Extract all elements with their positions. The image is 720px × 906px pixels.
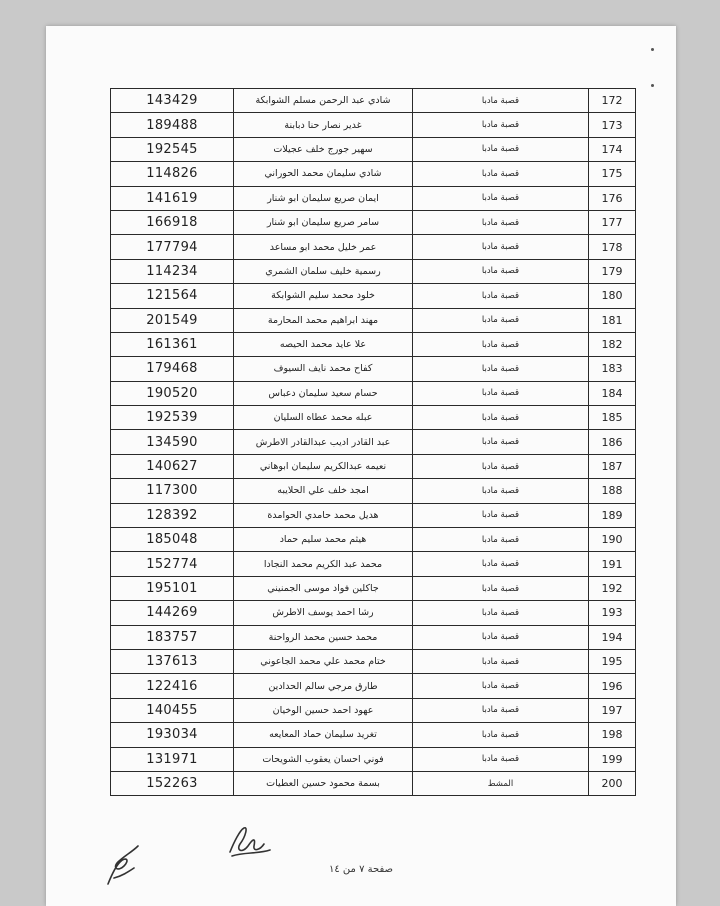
row-number-cell: 199 (589, 747, 636, 771)
table-row (111, 674, 636, 698)
name-cell: عهود احمد حسين الوخيان (234, 698, 413, 722)
area-cell: قصبة مادبا (413, 454, 589, 478)
name-cell: سامر صريع سليمان ابو شنار (234, 210, 413, 234)
table-row (111, 406, 636, 430)
id-number-cell: 183757 (111, 625, 234, 649)
row-number-cell: 190 (589, 528, 636, 552)
area-cell: قصبة مادبا (413, 137, 589, 161)
id-number-cell: 117300 (111, 479, 234, 503)
name-cell: حسام سعيد سليمان دعباس (234, 381, 413, 405)
name-cell: فوني احسان يعقوب الشويحات (234, 747, 413, 771)
id-number-cell: 152774 (111, 552, 234, 576)
id-number-cell: 161361 (111, 332, 234, 356)
table-row (111, 454, 636, 478)
name-cell: هيثم محمد سليم حماد (234, 528, 413, 552)
area-cell: قصبة مادبا (413, 601, 589, 625)
name-cell: محمد حسين محمد الرواحنة (234, 625, 413, 649)
area-cell: قصبة مادبا (413, 698, 589, 722)
area-cell: قصبة مادبا (413, 430, 589, 454)
table-row (111, 771, 636, 795)
row-number-cell: 195 (589, 649, 636, 673)
area-cell: قصبة مادبا (413, 210, 589, 234)
row-number-cell: 181 (589, 308, 636, 332)
name-cell: بسمة محمود حسين العطيات (234, 771, 413, 795)
row-number-cell: 182 (589, 332, 636, 356)
area-cell: قصبة مادبا (413, 723, 589, 747)
table-row (111, 332, 636, 356)
area-cell: قصبة مادبا (413, 747, 589, 771)
row-number-cell: 191 (589, 552, 636, 576)
names-table (110, 88, 636, 796)
row-number-cell: 175 (589, 162, 636, 186)
table-row (111, 89, 636, 113)
id-number-cell: 114826 (111, 162, 234, 186)
table-row (111, 528, 636, 552)
table-row (111, 284, 636, 308)
area-cell: قصبة مادبا (413, 113, 589, 137)
name-cell: شادي سليمان محمد الحوراني (234, 162, 413, 186)
table-row (111, 723, 636, 747)
area-cell: قصبة مادبا (413, 284, 589, 308)
table-row (111, 625, 636, 649)
id-number-cell: 128392 (111, 503, 234, 527)
table-row (111, 430, 636, 454)
row-number-cell: 176 (589, 186, 636, 210)
id-number-cell: 152263 (111, 771, 234, 795)
row-number-cell: 197 (589, 698, 636, 722)
table-row (111, 210, 636, 234)
table-row (111, 186, 636, 210)
row-number-cell: 188 (589, 479, 636, 503)
signature-mark (224, 822, 276, 862)
table-row (111, 479, 636, 503)
id-number-cell: 143429 (111, 89, 234, 113)
name-cell: تغريد سليمان حماد المعايعه (234, 723, 413, 747)
row-number-cell: 194 (589, 625, 636, 649)
table-row (111, 698, 636, 722)
name-cell: كفاح محمد نايف السيوف (234, 357, 413, 381)
area-cell: قصبة مادبا (413, 259, 589, 283)
row-number-cell: 196 (589, 674, 636, 698)
id-number-cell: 179468 (111, 357, 234, 381)
id-number-cell: 195101 (111, 576, 234, 600)
table-row (111, 576, 636, 600)
row-number-cell: 183 (589, 357, 636, 381)
row-number-cell: 192 (589, 576, 636, 600)
area-cell: قصبة مادبا (413, 89, 589, 113)
name-cell: شادي عبد الرحمن مسلم الشوابكة (234, 89, 413, 113)
row-number-cell: 189 (589, 503, 636, 527)
table-row (111, 235, 636, 259)
row-number-cell: 198 (589, 723, 636, 747)
row-number-cell: 177 (589, 210, 636, 234)
id-number-cell: 189488 (111, 113, 234, 137)
document-page (46, 26, 676, 906)
name-cell: طارق مرجي سالم الحدادين (234, 674, 413, 698)
name-cell: غدير نصار حنا دبابنة (234, 113, 413, 137)
area-cell: قصبة مادبا (413, 308, 589, 332)
area-cell: قصبة مادبا (413, 357, 589, 381)
id-number-cell: 134590 (111, 430, 234, 454)
row-number-cell: 193 (589, 601, 636, 625)
id-number-cell: 137613 (111, 649, 234, 673)
area-cell: قصبة مادبا (413, 406, 589, 430)
initials-mark (98, 838, 146, 890)
id-number-cell: 166918 (111, 210, 234, 234)
area-cell: قصبة مادبا (413, 332, 589, 356)
id-number-cell: 185048 (111, 528, 234, 552)
name-cell: علا عايد محمد الحيصه (234, 332, 413, 356)
table-row (111, 162, 636, 186)
id-number-cell: 122416 (111, 674, 234, 698)
area-cell: قصبة مادبا (413, 625, 589, 649)
row-number-cell: 185 (589, 406, 636, 430)
speck (651, 84, 654, 87)
name-cell: رشا احمد يوسف الاطرش (234, 601, 413, 625)
area-cell: قصبة مادبا (413, 235, 589, 259)
name-cell: نعيمه عبدالكريم سليمان ابوهاني (234, 454, 413, 478)
area-cell: قصبة مادبا (413, 576, 589, 600)
name-cell: رسمية خليف سلمان الشمري (234, 259, 413, 283)
name-cell: ختام محمد علي محمد الجاعوني (234, 649, 413, 673)
name-cell: عبله محمد عطاه السليان (234, 406, 413, 430)
area-cell: قصبة مادبا (413, 674, 589, 698)
table-row (111, 747, 636, 771)
table-row (111, 308, 636, 332)
id-number-cell: 193034 (111, 723, 234, 747)
id-number-cell: 141619 (111, 186, 234, 210)
area-cell: قصبة مادبا (413, 528, 589, 552)
table-row (111, 503, 636, 527)
id-number-cell: 192545 (111, 137, 234, 161)
page-number-footer: صفحة ٧ من ١٤ (329, 864, 393, 875)
name-cell: عمر خليل محمد ابو مساعد (234, 235, 413, 259)
id-number-cell: 131971 (111, 747, 234, 771)
id-number-cell: 144269 (111, 601, 234, 625)
name-cell: محمد عبد الكريم محمد النجادا (234, 552, 413, 576)
id-number-cell: 201549 (111, 308, 234, 332)
id-number-cell: 140627 (111, 454, 234, 478)
name-cell: سهير جورج خلف عجيلات (234, 137, 413, 161)
row-number-cell: 184 (589, 381, 636, 405)
area-cell: قصبة مادبا (413, 503, 589, 527)
area-cell: قصبة مادبا (413, 186, 589, 210)
table-row (111, 381, 636, 405)
name-cell: جاكلين فواد موسى الجمنيني (234, 576, 413, 600)
name-cell: امجد خلف علي الحلايبه (234, 479, 413, 503)
area-cell: قصبة مادبا (413, 552, 589, 576)
id-number-cell: 192539 (111, 406, 234, 430)
id-number-cell: 140455 (111, 698, 234, 722)
row-number-cell: 179 (589, 259, 636, 283)
table-row (111, 552, 636, 576)
id-number-cell: 121564 (111, 284, 234, 308)
row-number-cell: 178 (589, 235, 636, 259)
table-row (111, 113, 636, 137)
table-row (111, 259, 636, 283)
row-number-cell: 172 (589, 89, 636, 113)
row-number-cell: 180 (589, 284, 636, 308)
area-cell: قصبة مادبا (413, 162, 589, 186)
name-cell: عبد القادر اديب عبدالقادر الاطرش (234, 430, 413, 454)
name-cell: ايمان صريع سليمان ابو شنار (234, 186, 413, 210)
table-row (111, 137, 636, 161)
name-cell: مهند ابراهيم محمد المحارمة (234, 308, 413, 332)
table-row (111, 601, 636, 625)
name-cell: خلود محمد سليم الشوابكة (234, 284, 413, 308)
area-cell: قصبة مادبا (413, 649, 589, 673)
table-row (111, 357, 636, 381)
row-number-cell: 200 (589, 771, 636, 795)
row-number-cell: 173 (589, 113, 636, 137)
row-number-cell: 187 (589, 454, 636, 478)
area-cell: قصبة مادبا (413, 479, 589, 503)
name-cell: هديل محمد حامدي الحوامدة (234, 503, 413, 527)
table-row (111, 649, 636, 673)
speck (651, 48, 654, 51)
id-number-cell: 190520 (111, 381, 234, 405)
row-number-cell: 186 (589, 430, 636, 454)
area-cell: المشط (413, 771, 589, 795)
table-body (111, 89, 636, 796)
id-number-cell: 114234 (111, 259, 234, 283)
area-cell: قصبة مادبا (413, 381, 589, 405)
row-number-cell: 174 (589, 137, 636, 161)
id-number-cell: 177794 (111, 235, 234, 259)
